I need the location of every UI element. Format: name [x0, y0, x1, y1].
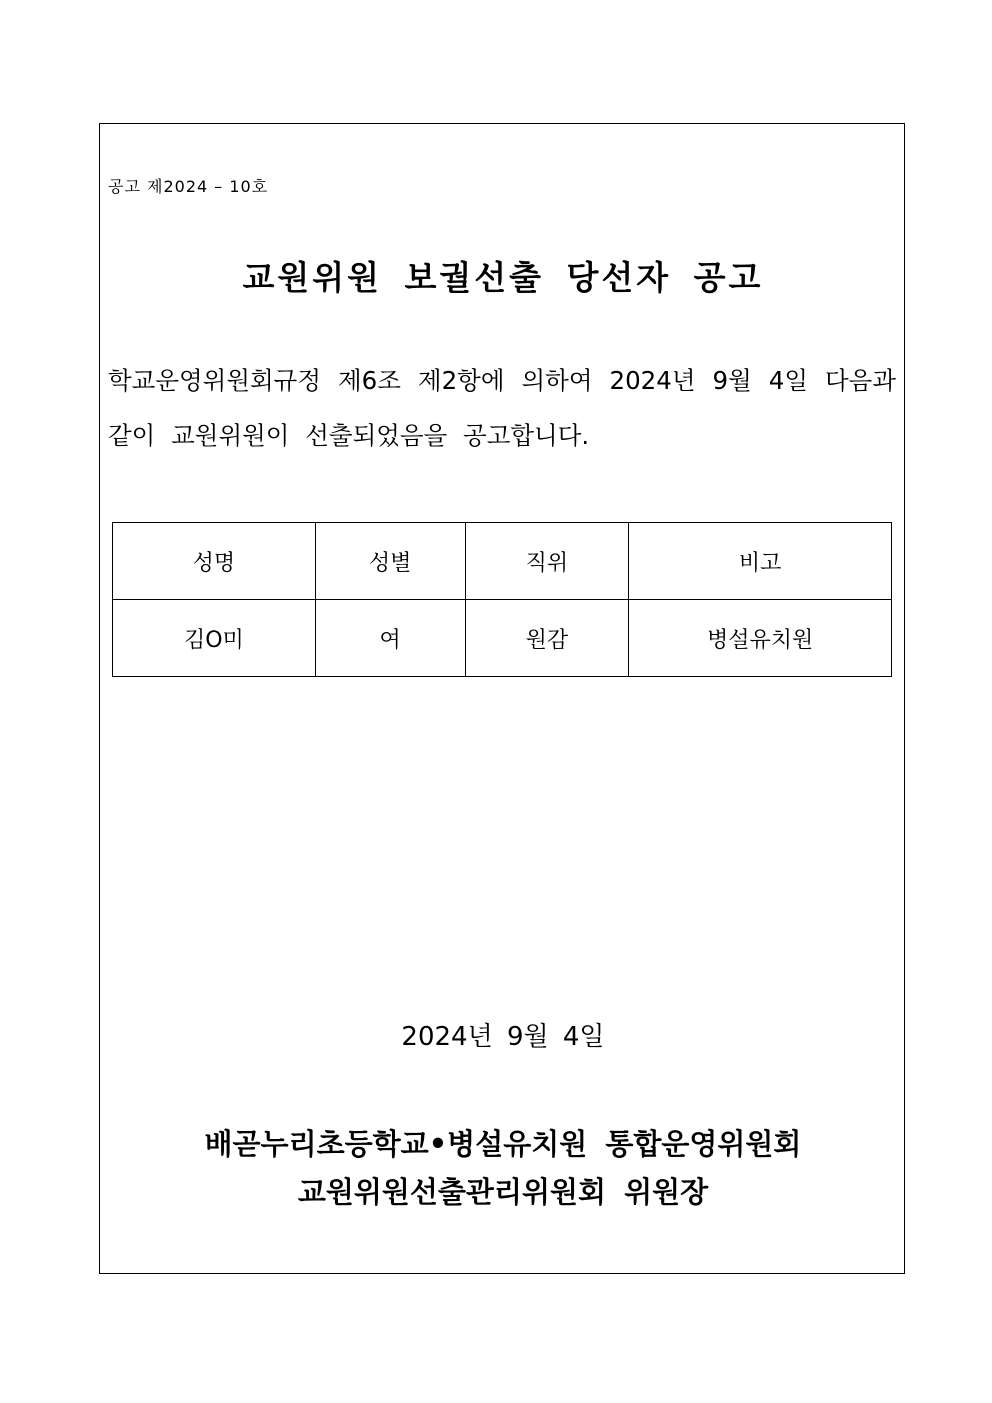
cell-gender: 여	[315, 600, 465, 677]
header-remarks: 비고	[629, 523, 892, 600]
cell-name: 김O미	[113, 600, 316, 677]
committee-chair: 교원위원선출관리위원회 위원장	[297, 1175, 709, 1209]
body-text-line-2: 같이 교원위원이 선출되었음을 공고합니다.	[108, 421, 590, 450]
cell-remarks: 병설유치원	[629, 600, 892, 677]
header-gender: 성별	[315, 523, 465, 600]
cell-position: 원감	[465, 600, 629, 677]
table-header-row	[113, 523, 892, 600]
header-position: 직위	[465, 523, 629, 600]
table-row	[113, 600, 892, 677]
committee-name: 배곧누리초등학교•병설유치원 통합운영위원회	[204, 1127, 802, 1161]
header-name: 성명	[113, 523, 316, 600]
notice-number: 공고 제2024 – 10호	[108, 177, 269, 196]
document-title: 교원위원 보궐선출 당선자 공고	[242, 258, 764, 297]
announcement-date: 2024년 9월 4일	[401, 1022, 605, 1052]
election-result-table	[112, 522, 892, 677]
body-text-line-1: 학교운영위원회규정 제6조 제2항에 의하여 2024년 9월 4일 다음과	[108, 366, 896, 395]
